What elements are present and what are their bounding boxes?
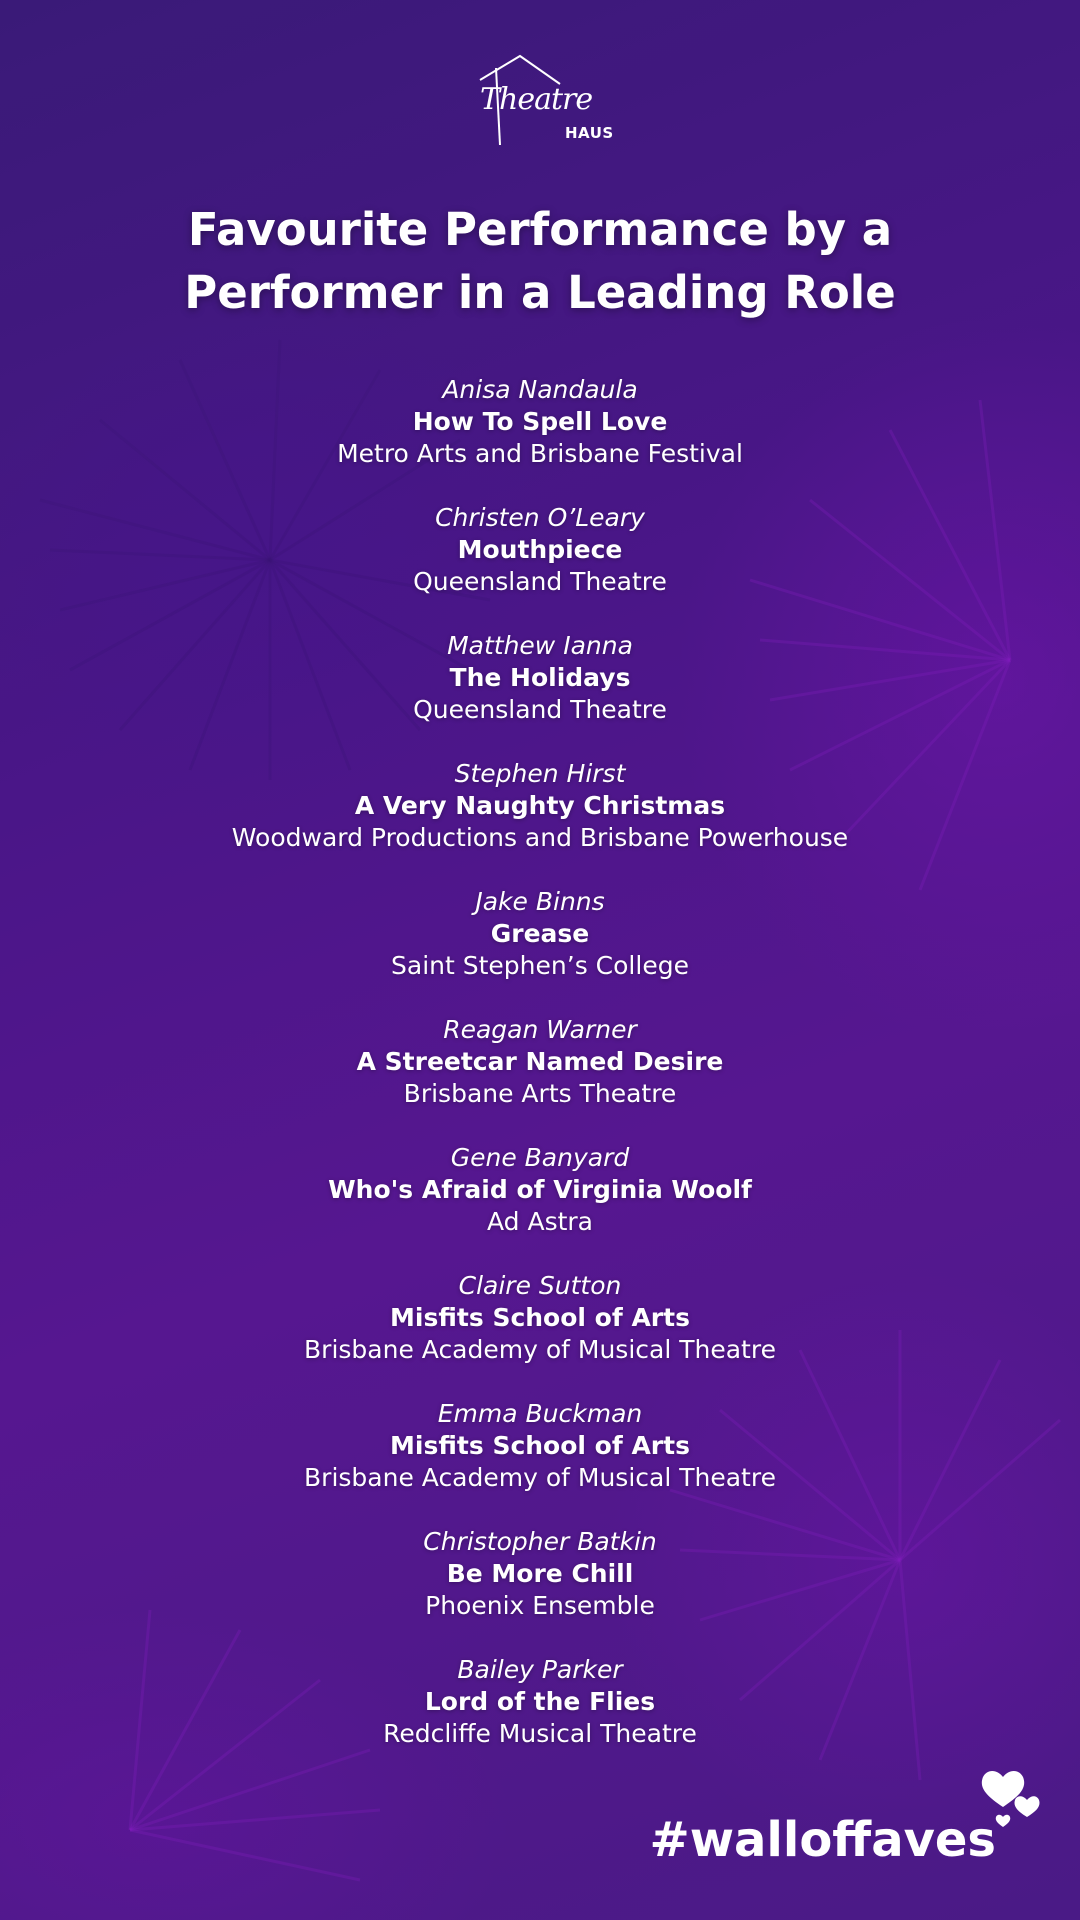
company-name: Ad Astra bbox=[486, 1207, 593, 1236]
show-title: Be More Chill bbox=[446, 1559, 634, 1588]
show-title: A Streetcar Named Desire bbox=[356, 1047, 724, 1076]
nominee-entry bbox=[0, 1270, 1080, 1398]
nominee-entry bbox=[0, 630, 1080, 758]
hashtag-text: #walloffaves bbox=[649, 1812, 996, 1868]
show-title: The Holidays bbox=[449, 663, 631, 692]
show-title: Misfits School of Arts bbox=[390, 1431, 690, 1460]
show-title: Misfits School of Arts bbox=[390, 1303, 690, 1332]
performer-name: Gene Banyard bbox=[450, 1143, 630, 1172]
show-title: Grease bbox=[490, 919, 590, 948]
performer-name: Claire Sutton bbox=[458, 1271, 622, 1300]
performer-name: Christen O’Leary bbox=[435, 503, 645, 532]
nominee-entry bbox=[0, 1142, 1080, 1270]
company-name: Brisbane Arts Theatre bbox=[403, 1079, 677, 1108]
page-title bbox=[0, 198, 1080, 324]
performer-name: Matthew Ianna bbox=[447, 631, 633, 660]
performer-name: Jake Binns bbox=[475, 887, 605, 916]
nominee-entry bbox=[0, 374, 1080, 502]
nominee-entry bbox=[0, 886, 1080, 1014]
title-line-2: Performer in a Leading Role bbox=[184, 266, 896, 319]
performer-name: Christopher Batkin bbox=[423, 1527, 657, 1556]
company-name: Woodward Productions and Brisbane Powerhouse bbox=[231, 823, 849, 852]
performer-name: Reagan Warner bbox=[443, 1015, 637, 1044]
performer-name: Stephen Hirst bbox=[454, 759, 626, 788]
performer-name: Emma Buckman bbox=[437, 1399, 643, 1428]
nominee-entry bbox=[0, 1014, 1080, 1142]
show-title: How To Spell Love bbox=[412, 407, 668, 436]
performer-name: Bailey Parker bbox=[457, 1655, 623, 1684]
nominee-entry bbox=[0, 1398, 1080, 1526]
company-name: Metro Arts and Brisbane Festival bbox=[337, 439, 743, 468]
company-name: Redcliffe Musical Theatre bbox=[383, 1719, 697, 1748]
logo-haus-text: HAUS bbox=[565, 124, 614, 142]
company-name: Brisbane Academy of Musical Theatre bbox=[304, 1463, 776, 1492]
title-line-1: Favourite Performance by a bbox=[187, 203, 893, 256]
company-name: Phoenix Ensemble bbox=[425, 1591, 655, 1620]
performer-name: Anisa Nandaula bbox=[442, 375, 638, 404]
company-name: Saint Stephen’s College bbox=[391, 951, 689, 980]
company-name: Queensland Theatre bbox=[413, 695, 667, 724]
logo-script-text: Theatre bbox=[480, 82, 593, 117]
company-name: Queensland Theatre bbox=[413, 567, 667, 596]
nominee-entry bbox=[0, 1654, 1080, 1782]
show-title: Who's Afraid of Virginia Woolf bbox=[328, 1175, 752, 1204]
nominee-list bbox=[0, 374, 1080, 1782]
nominee-entry bbox=[0, 758, 1080, 886]
company-name: Brisbane Academy of Musical Theatre bbox=[304, 1335, 776, 1364]
show-title: Lord of the Flies bbox=[424, 1687, 656, 1716]
show-title: A Very Naughty Christmas bbox=[354, 791, 726, 820]
nominee-entry bbox=[0, 1526, 1080, 1654]
show-title: Mouthpiece bbox=[457, 535, 623, 564]
nominee-entry bbox=[0, 502, 1080, 630]
